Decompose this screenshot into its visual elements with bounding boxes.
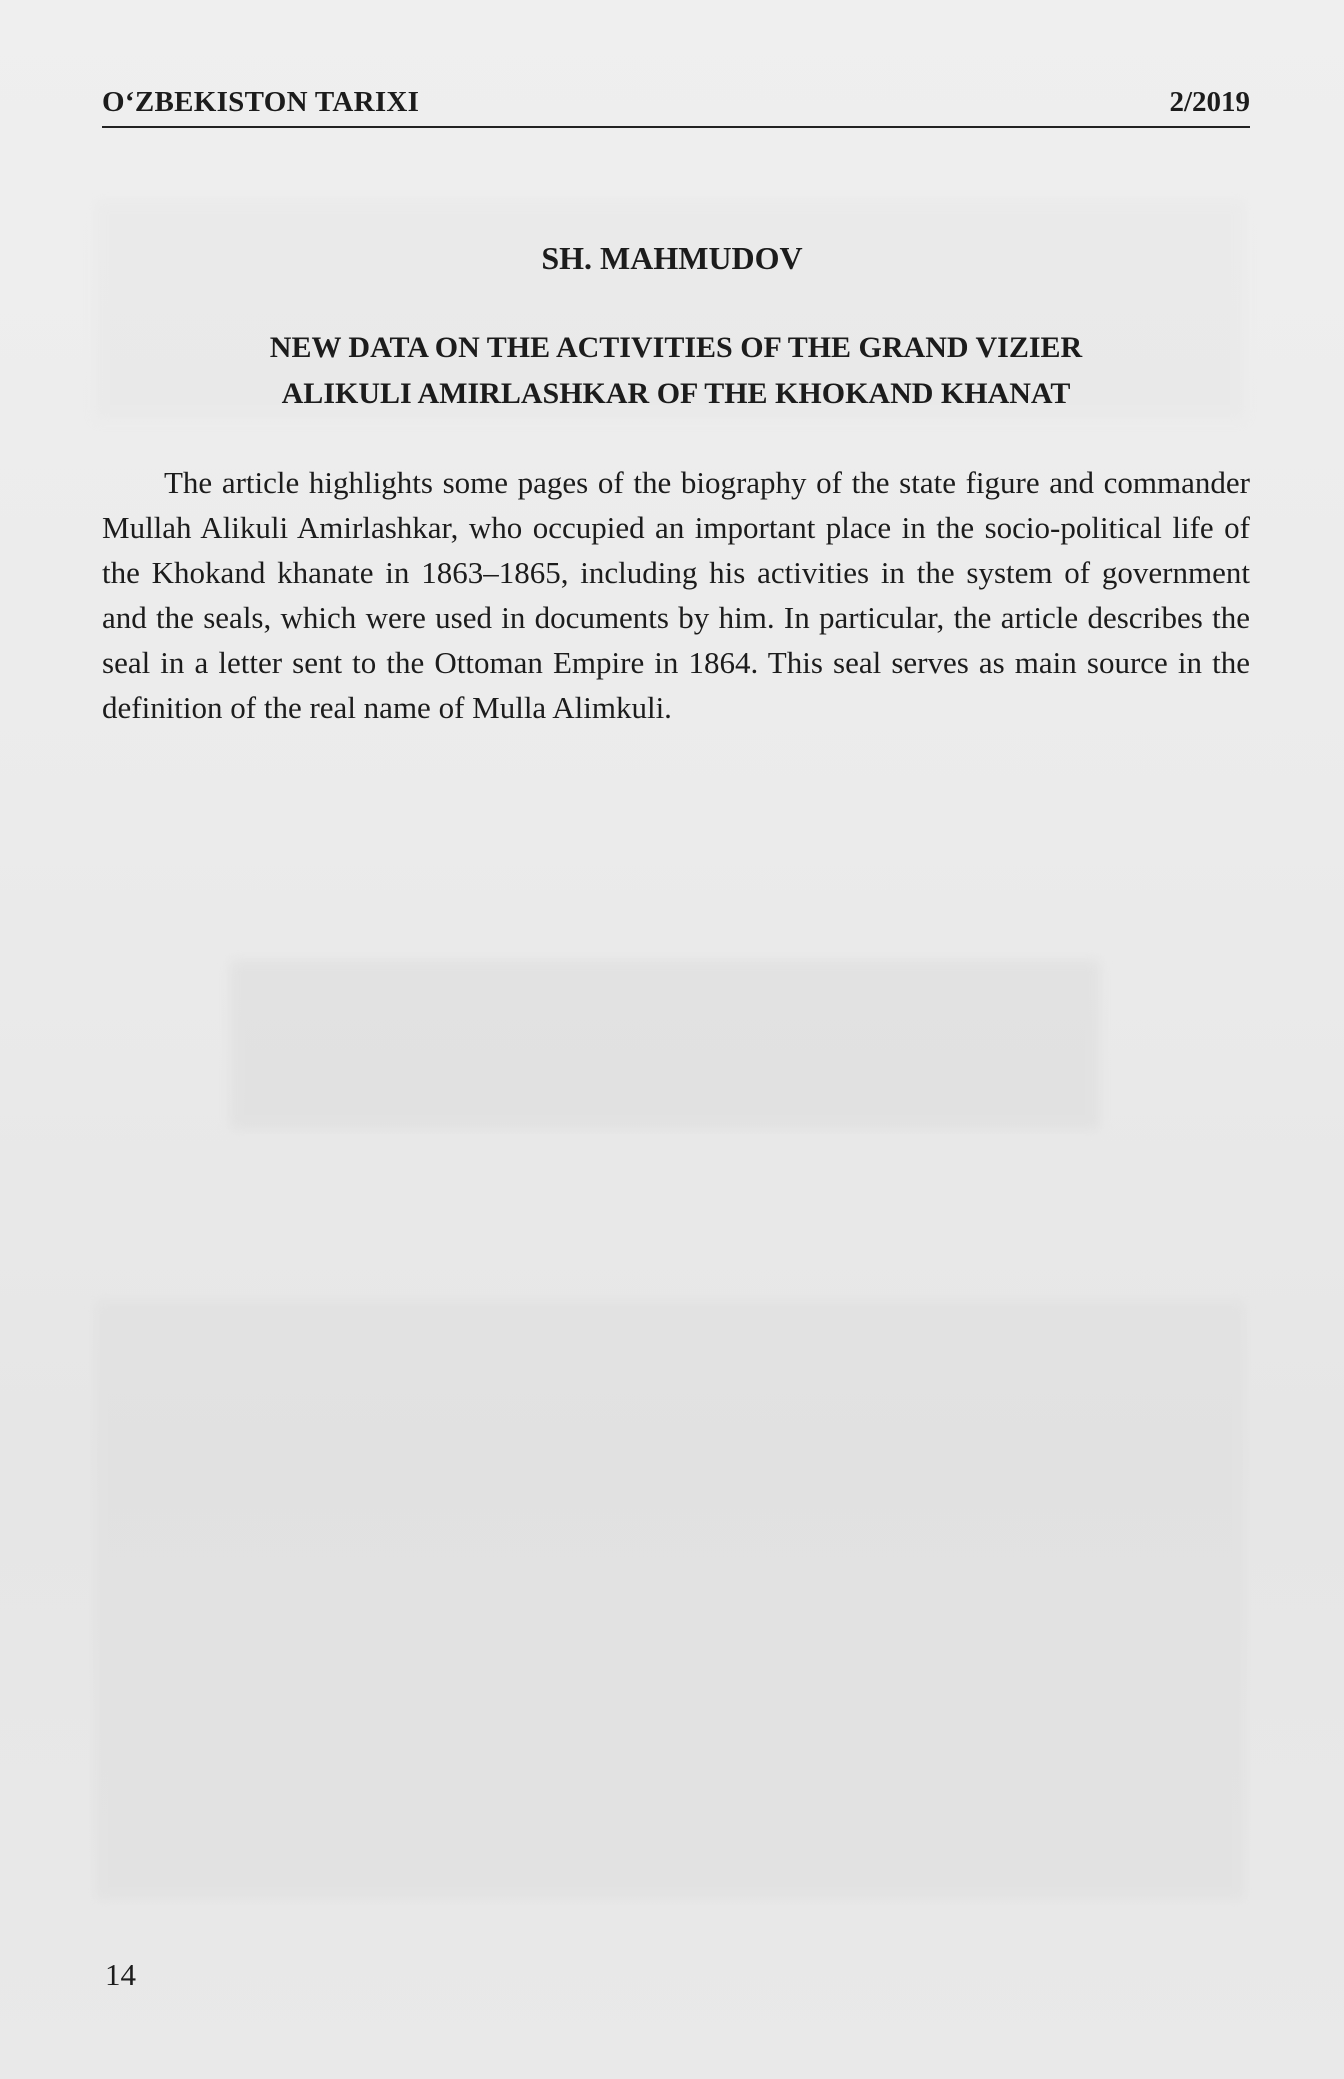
show-through-text-bottom (95, 1300, 1245, 1900)
issue-number: 2/2019 (1169, 86, 1250, 118)
article-title (102, 325, 1250, 417)
article-title-line-2: ALIKULI AMIRLASHKAR OF THE KHOKAND KHANAT (281, 377, 1071, 410)
article-title-line-1: NEW DATA ON THE ACTIVITIES OF THE GRAND VIZIER (269, 331, 1083, 364)
running-header (102, 82, 1250, 128)
show-through-text-middle (230, 960, 1100, 1130)
journal-title: O‘ZBEKISTON TARIXI (102, 86, 420, 118)
article-author: SH. MAHMUDOV (541, 240, 803, 276)
page-number: 14 (105, 1957, 136, 1992)
article-abstract: The article highlights some pages of the biography of the state figure and commander Mullah Alikuli Amirlashkar, who occupied an important place in the socio-political life of the Khokand khanate in 1863–1865, including his activities in the system of government and the seals, which were used in documents by him. In particular, the article describes the seal in a letter sent to the Ottoman Empire in 1864. This seal serves as main source in the definition of the real name of Mulla Alimkuli. (102, 465, 1250, 725)
